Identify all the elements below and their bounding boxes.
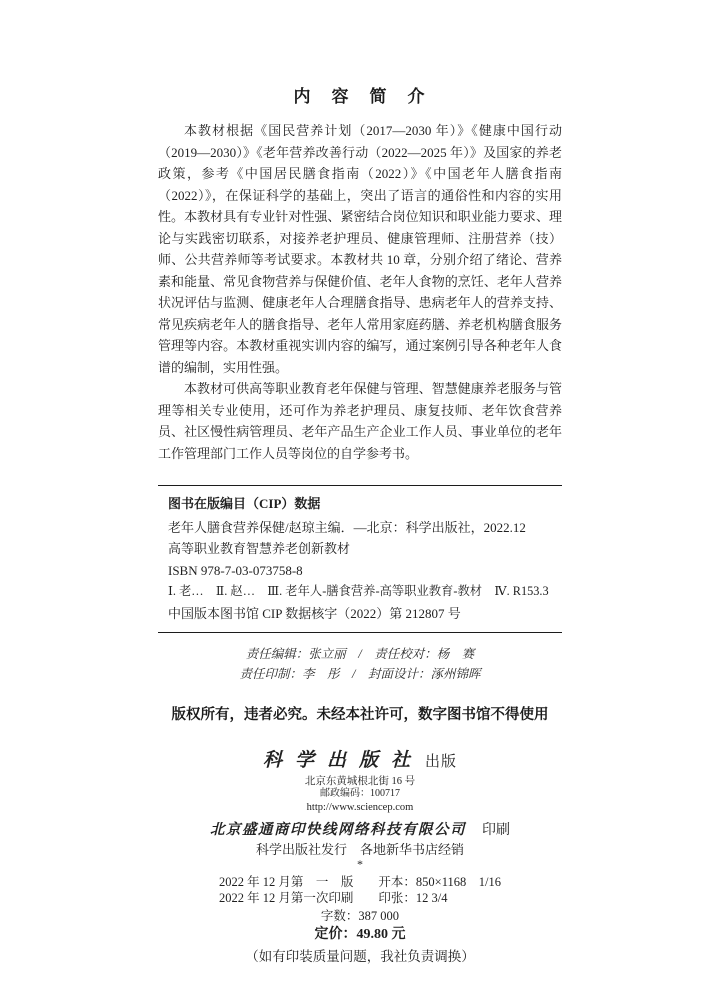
distribution-line: 科学出版社发行 各地新华书店经销 (255, 842, 464, 857)
credits-editor-line: 责任编辑：张立丽 / 责任校对：杨 赛 (245, 647, 475, 661)
publisher-postcode: 邮政编码：100717 (320, 788, 400, 799)
cip-data-block (158, 485, 562, 633)
exchange-note: （如有印装质量问题，我社负责调换） (245, 948, 475, 964)
printer-role-label: 印刷 (482, 823, 510, 838)
summary-paragraph-2: 本教材可供高等职业教育老年保健与管理、智慧健康养老服务与管理等相关专业使用，还可作为养老护理员、康复技师、老年饮食营养员、社区慢性病管理员、老年产品生产企业工作人员、事业单位的老年工作管理部门工作人员等岗位的自学参考书。 (158, 381, 562, 461)
edition-line: 2022 年 12 月第 一 版 开本：850×1168 1/16 (219, 875, 501, 889)
word-count-line: 字数：387 000 (320, 908, 400, 923)
publisher-name-line (158, 745, 562, 772)
price-line: 定价：49.80 元 (314, 926, 406, 942)
publisher-role-label: 出版 (425, 754, 458, 770)
cip-registration-line: 中国版本图书馆 CIP 数据核字（2022）第 212807 号 (168, 605, 461, 621)
summary-paragraph-1: 本教材根据《国民营养计划（2017—2030 年）》《健康中国行动（2019—2030）》《老年营养改善行动（2022—2025 年）》及国家的养老政策，参考《中国居民膳食指南（2022）》《中国老年人膳食指南（2022）》，在保证科学的基础上，突出了语言的通俗性和内容的实用性。本教材具有专业针对性强、紧密结合岗位知识和职业能力要求、理论与实践密切联系，对接养老护理员、健康管理师、注册营养（技）师、公共营养师等考试要求。本教材共 10 章，分别介绍了绪论、营养素和能量、常见食物营养与保健价值、老年人食物的烹饪、老年人营养状况评估与监测、健康老年人合理膳食指导、患病老年人的营养支持、常见疾病老年人的膳食指导、老年人常用家庭药膳、养老机构膳食服务管理等内容。本教材重视实训内容的编写，通过案例引导各种老年人食谱的编制，实用性强。 (158, 123, 562, 375)
cip-heading: 图书在版编目（CIP）数据 (168, 496, 321, 511)
cip-isbn-line: ISBN 978-7-03-073758-8 (168, 562, 303, 578)
content-summary (158, 120, 562, 464)
publisher-website: http://www.sciencep.com (306, 801, 414, 813)
impression-line: 2022 年 12 月第一次印刷 印张：12 3/4 (219, 890, 448, 905)
staff-credits (158, 644, 562, 684)
printer-line (158, 818, 562, 839)
cip-classification-line: Ⅰ. 老… Ⅱ. 赵… Ⅲ. 老年人-膳食营养-高等职业教育-教材 Ⅳ. R153.3 (168, 584, 549, 598)
copyright-notice: 版权所有，违者必究。未经本社许可，数字图书馆不得使用 (171, 707, 549, 723)
publisher-name: 科学出版社 (262, 750, 423, 771)
credits-printer-line: 责任印制：李 彤 / 封面设计：涿州锦晖 (239, 667, 481, 681)
page-title: 内 容 简 介 (293, 87, 427, 106)
star-separator: * (357, 857, 363, 871)
cip-title-line: 老年人膳食营养保健/赵琼主编．—北京：科学出版社，2022.12 (168, 519, 526, 535)
publisher-block (158, 745, 562, 966)
print-specifications (158, 875, 562, 907)
printer-name: 北京盛通商印快线网络科技有限公司 (210, 822, 466, 838)
cip-series-line: 高等职业教育智慧养老创新教材 (168, 541, 351, 556)
publisher-address: 北京东黄城根北街 16 号 (304, 776, 416, 787)
